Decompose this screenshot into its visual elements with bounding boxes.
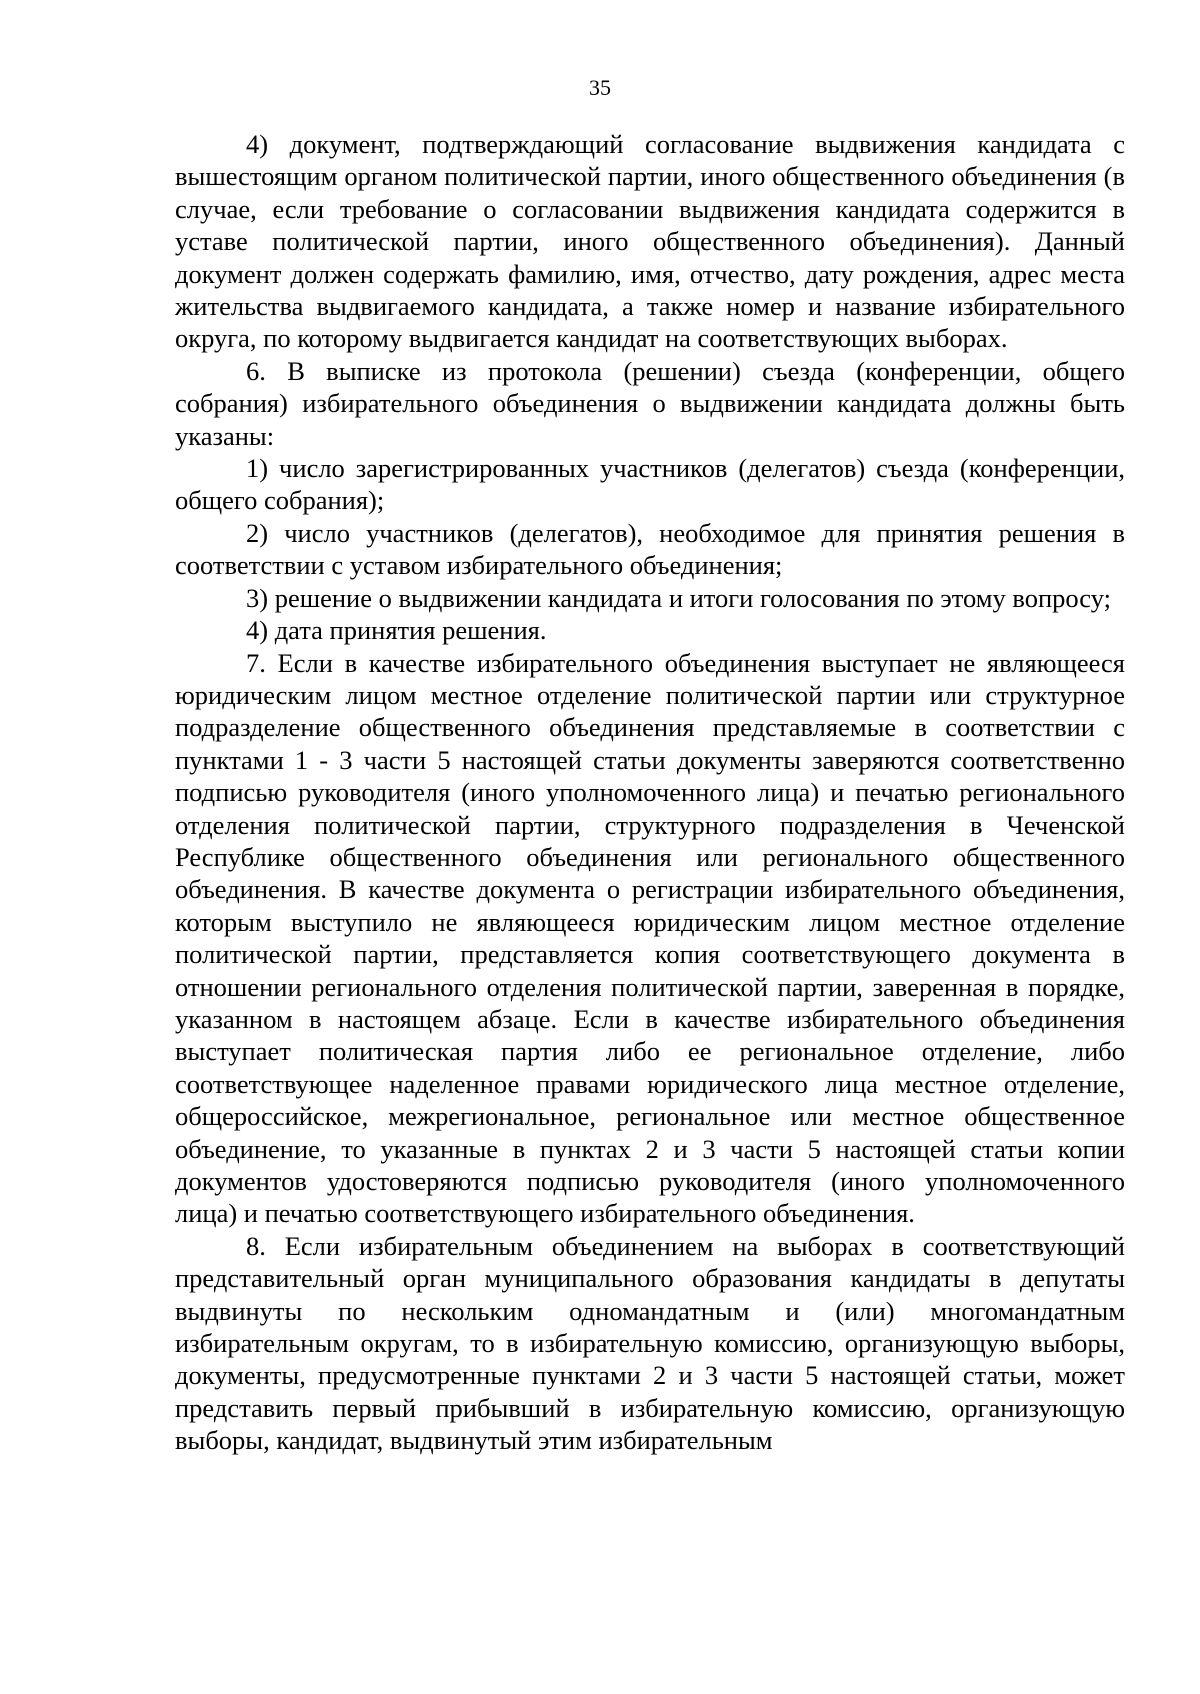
paragraph-item-4-document: 4) документ, подтверждающий согласование выдвижения кандидата с вышестоящим органом политической партии, иного общественного объединения (в случае, если требование о согласовании выдвижения кандидата содержится в уставе политической партии, иного общественного объединения). Данный документ должен содержать фамилию, имя, отчество, дату рождения, адрес места жительства выдвигаемого кандидата, а также номер и название избирательного округа, по которому выдвигается кандидат на соответствующих выборах. [175, 129, 1125, 354]
paragraph-part-6: 6. В выписке из протокола (решении) съезда (конференции, общего собрания) избирательного объединения о выдвижении кандидата должны быть указаны: [175, 355, 1125, 451]
paragraph-part-8: 8. Если избирательным объединением на выборах в соответствующий представительный орган муниципального образования кандидаты в депутаты выдвинуты по нескольким одномандатным и (или) многомандатным избирательным округам, то в избирательную комиссию, организующую выборы, документы, предусмотренные пунктами 2 и 3 части 5 настоящей статьи, может представить первый прибывший в избирательную комиссию, организующую выборы, кандидат, выдвинутый этим избирательным [175, 1230, 1125, 1456]
document-body [175, 128, 1125, 1457]
paragraph-part-7: 7. Если в качестве избирательного объединения выступает не являющееся юридическим лицом местное отделение политической партии или структурное подразделение общественного объединения представляемые в соответствии с пунктами 1 - 3 части 5 настоящей статьи документы заверяются соответственно подписью руководителя (иного уполномоченного лица) и печатью регионального отделения политической партии, структурного подразделения в Чеченской Республике общественного объединения или регионального общественного объединения. В качестве документа о регистрации избирательного объединения, которым выступило не являющееся юридическим лицом местное отделение политической партии, представляется копия соответствующего документа в отношении регионального отделения политической партии, заверенная в порядке, указанном в настоящем абзаце. Если в качестве избирательного объединения выступает политическая партия либо ее региональное отделение, либо соответствующее наделенное правами юридического лица местное отделение, общероссийское, межрегиональное, региональное или местное общественное объединение, то указанные в пунктах 2 и 3 части 5 настоящей статьи копии документов удостоверяются подписью руководителя (иного уполномоченного лица) и печатью соответствующего избирательного объединения. [175, 647, 1125, 1229]
paragraph-part-6-item-2: 2) число участников (делегатов), необходимое для принятия решения в соответствии с уставом избирательного объединения; [175, 517, 1125, 581]
paragraph-part-6-item-3: 3) решение о выдвижении кандидата и итоги голосования по этому вопросу; [246, 582, 1111, 613]
page-number: 35 [589, 75, 611, 100]
paragraph-part-6-item-1: 1) число зарегистрированных участников (делегатов) съезда (конференции, общего собрания); [175, 453, 1125, 516]
paragraph-part-6-item-4: 4) дата принятия решения. [246, 615, 547, 646]
